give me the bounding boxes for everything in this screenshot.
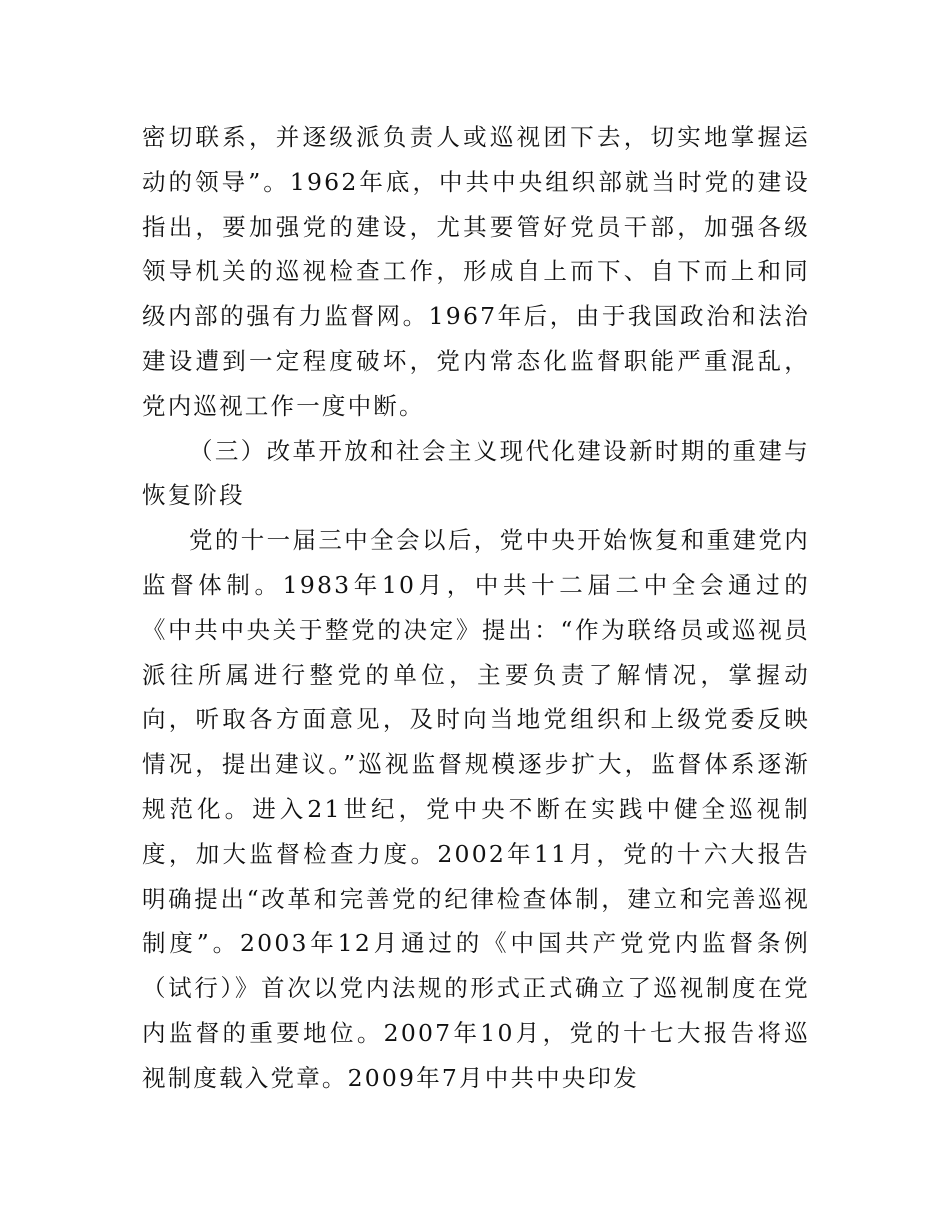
paragraph-body: 党的十一届三中全会以后，党中央开始恢复和重建党内监督体制。1983年10月，中共十二届二中全会通过的《中共中央关于整党的决定》提出：“作为联络员或巡视员派往所属进行整党的单位，主要负责了解情况，掌握动向，听取各方面意见，及时向当地党组织和上级党委反映情况，提出建议。”巡视监督规模逐步扩大，监督体系逐渐规范化。进入21世纪，党中央不断在实践中健全巡视制度，加大监督检查力度。2002年11月，党的十六大报告明确提出“改革和完善党的纪律检查体制，建立和完善巡视制度”。2003年12月通过的《中国共产党党内监督条例（试行）》首次以党内法规的形式正式确立了巡视制度在党内监督的重要地位。2007年10月，党的十七大报告将巡视制度载入党章。2009年7月中共中央印发: [142, 526, 810, 1092]
section-heading: （三）改革开放和社会主义现代化建设新时期的重建与恢复阶段: [142, 436, 810, 510]
paragraph-continuation: 密切联系，并逐级派负责人或巡视团下去，切实地掌握运动的领导”。1962年底，中共中央组织部就当时党的建设指出，要加强党的建设，尤其要管好党员干部，加强各级领导机关的巡视检查工作，形成自上而下、自下而上和同级内部的强有力监督网。1967年后，由于我国政治和法治建设遭到一定程度破坏，党内常态化监督职能严重混乱，党内巡视工作一度中断。: [142, 123, 810, 420]
document-body: [142, 115, 810, 1101]
